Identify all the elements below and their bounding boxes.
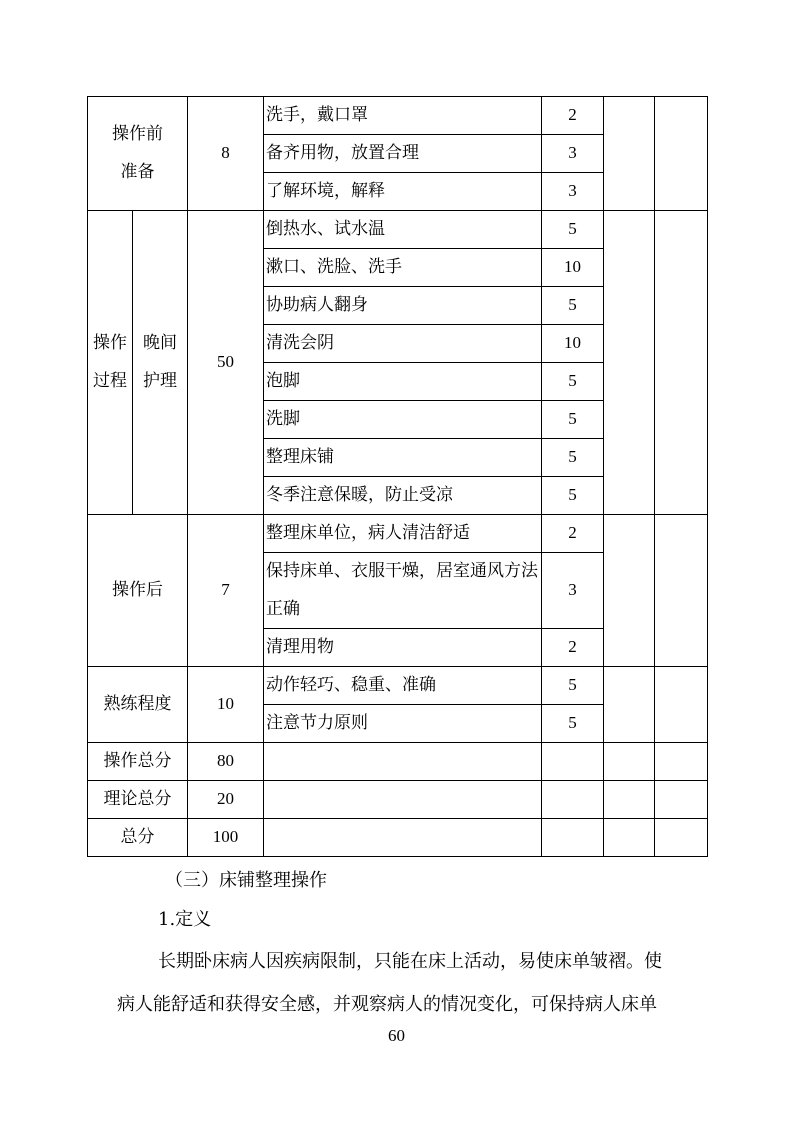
item-text: 洗脚 <box>264 401 542 439</box>
scoring-table <box>87 96 708 857</box>
item-points: 3 <box>542 173 604 211</box>
table-row <box>88 743 708 781</box>
blank-cell <box>542 743 604 781</box>
section-heading: （三）床铺整理操作 <box>165 870 327 891</box>
blank-cell <box>542 781 604 819</box>
category-label: 熟练程度 <box>88 667 188 743</box>
blank-cell <box>542 819 604 857</box>
item-points: 2 <box>542 515 604 553</box>
blank-cell <box>604 819 655 857</box>
page-number: 60 <box>388 1026 405 1045</box>
blank-cell <box>655 97 708 211</box>
total-label: 理论总分 <box>88 781 188 819</box>
item-text: 备齐用物，放置合理 <box>264 135 542 173</box>
table-row <box>88 211 708 249</box>
item-points: 10 <box>542 325 604 363</box>
item-points: 5 <box>542 287 604 325</box>
table-row <box>88 781 708 819</box>
total-score: 100 <box>188 819 264 857</box>
item-points: 5 <box>542 363 604 401</box>
item-points: 5 <box>542 705 604 743</box>
total-score: 20 <box>188 781 264 819</box>
subcategory-label-text: 晚间护理 <box>143 333 177 391</box>
item-text: 清理用物 <box>264 629 542 667</box>
blank-cell <box>655 211 708 515</box>
item-text: 冬季注意保暖，防止受凉 <box>264 477 542 515</box>
blank-cell <box>604 97 655 211</box>
blank-cell <box>655 819 708 857</box>
subcategory-label <box>133 211 188 515</box>
blank-cell <box>604 515 655 667</box>
category-label-text: 操作过程 <box>93 333 127 391</box>
blank-cell <box>604 667 655 743</box>
item-text: 清洗会阴 <box>264 325 542 363</box>
blank-cell <box>604 781 655 819</box>
category-score: 8 <box>188 97 264 211</box>
table-row <box>88 667 708 705</box>
body-paragraph-line: 长期卧床病人因疾病限制，只能在床上活动，易使床单皱褶。使 <box>158 951 662 972</box>
table-row <box>88 819 708 857</box>
item-text: 整理床铺 <box>264 439 542 477</box>
total-label: 总分 <box>88 819 188 857</box>
item-points: 3 <box>542 135 604 173</box>
total-score: 80 <box>188 743 264 781</box>
category-score: 7 <box>188 515 264 667</box>
category-label-text: 操作前准备 <box>112 124 163 182</box>
blank-cell <box>264 743 542 781</box>
item-points: 5 <box>542 211 604 249</box>
item-points: 3 <box>542 553 604 629</box>
item-text: 倒热水、试水温 <box>264 211 542 249</box>
item-text: 注意节力原则 <box>264 705 542 743</box>
blank-cell <box>655 667 708 743</box>
table-row <box>88 97 708 135</box>
blank-cell <box>655 743 708 781</box>
blank-cell <box>264 781 542 819</box>
category-label <box>88 97 188 211</box>
item-text: 漱口、洗脸、洗手 <box>264 249 542 287</box>
item-points: 5 <box>542 477 604 515</box>
body-paragraph-line: 病人能舒适和获得安全感，并观察病人的情况变化，可保持病人床单 <box>117 994 657 1015</box>
item-text: 协助病人翻身 <box>264 287 542 325</box>
item-text: 整理床单位，病人清洁舒适 <box>264 515 542 553</box>
item-text: 了解环境，解释 <box>264 173 542 211</box>
category-label: 操作后 <box>88 515 188 667</box>
item-points: 5 <box>542 439 604 477</box>
blank-cell <box>604 743 655 781</box>
item-text: 泡脚 <box>264 363 542 401</box>
item-points: 10 <box>542 249 604 287</box>
category-label <box>88 211 133 515</box>
blank-cell <box>604 211 655 515</box>
blank-cell <box>264 819 542 857</box>
item-text: 洗手，戴口罩 <box>264 97 542 135</box>
item-points: 2 <box>542 629 604 667</box>
category-score: 10 <box>188 667 264 743</box>
item-points: 5 <box>542 401 604 439</box>
item-text: 保持床单、衣服干燥，居室通风方法正确 <box>264 553 542 629</box>
category-score: 50 <box>188 211 264 515</box>
item-text: 动作轻巧、稳重、准确 <box>264 667 542 705</box>
blank-cell <box>655 515 708 667</box>
item-points: 2 <box>542 97 604 135</box>
table-row <box>88 515 708 553</box>
blank-cell <box>655 781 708 819</box>
item-points: 5 <box>542 667 604 705</box>
subheading: 1.定义 <box>158 909 212 930</box>
total-label: 操作总分 <box>88 743 188 781</box>
